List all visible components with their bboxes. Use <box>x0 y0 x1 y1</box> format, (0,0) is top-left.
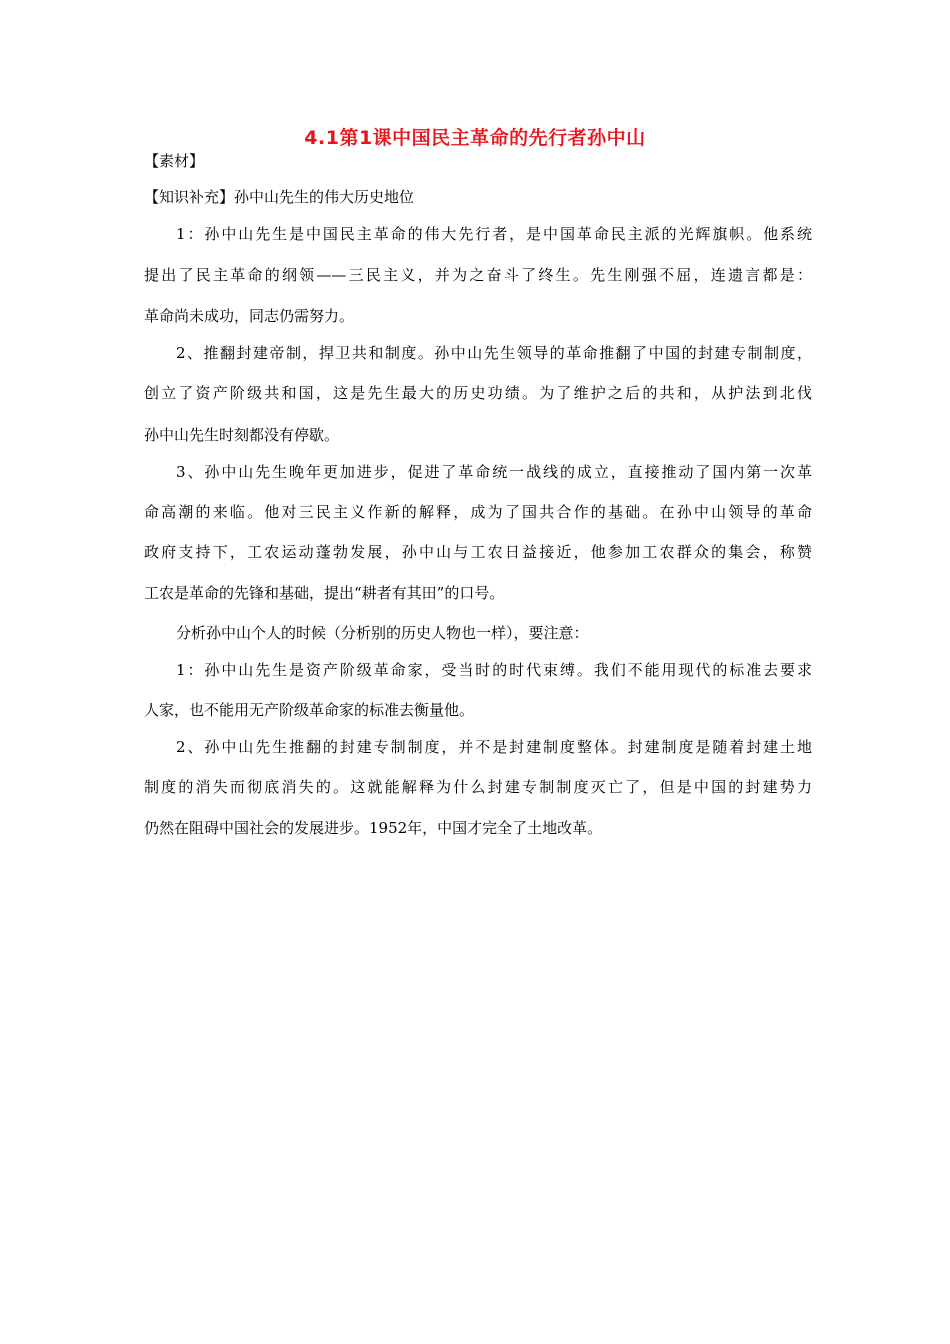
paragraph-line: 提出了民主革命的纲领——三民主义，并为之奋斗了终生。先生刚强不屈，连遗言都是： <box>144 266 812 284</box>
paragraph-line: 2、孙中山先生推翻的封建专制制度，并不是封建制度整体。封建制度是随着封建土地 <box>176 738 812 756</box>
paragraph-line: 人家，也不能用无产阶级革命家的标准去衡量他。 <box>144 701 475 719</box>
paragraph-line: 命高潮的来临。他对三民主义作新的解释，成为了国共合作的基础。在孙中山领导的革命 <box>144 503 812 521</box>
section-heading-material: 【素材】 <box>144 152 205 170</box>
paragraph-line: 创立了资产阶级共和国，这是先生最大的历史功绩。为了维护之后的共和，从护法到北伐 <box>144 384 812 402</box>
paragraph-line: 1：孙中山先生是中国民主革命的伟大先行者，是中国革命民主派的光辉旗帜。他系统 <box>176 225 812 243</box>
paragraph-line: 孙中山先生时刻都没有停歇。 <box>144 426 340 444</box>
paragraph-line: 仍然在阻碍中国社会的发展进步。1952年，中国才完全了土地改革。 <box>144 819 603 837</box>
paragraph-line: 2、推翻封建帝制，捍卫共和制度。孙中山先生领导的革命推翻了中国的封建专制制度， <box>176 344 812 362</box>
paragraph-line: 分析孙中山个人的时候（分析别的历史人物也一样），要注意： <box>176 624 589 642</box>
paragraph-line: 3、孙中山先生晚年更加进步，促进了革命统一战线的成立，直接推动了国内第一次革 <box>176 463 812 481</box>
paragraph-line: 政府支持下，工农运动蓬勃发展，孙中山与工农日益接近，他参加工农群众的集会，称赞 <box>144 543 812 561</box>
paragraph-line: 1：孙中山先生是资产阶级革命家，受当时的时代束缚。我们不能用现代的标准去要求 <box>176 661 812 679</box>
paragraph-line: 制度的消失而彻底消失的。这就能解释为什么封建专制制度灭亡了，但是中国的封建势力 <box>144 778 812 796</box>
paragraph-line: 革命尚未成功，同志仍需努力。 <box>144 307 355 325</box>
document-title: 4.1第1课中国民主革命的先行者孙中山 <box>304 127 646 149</box>
paragraph-line: 工农是革命的先锋和基础，提出“耕者有其田”的口号。 <box>144 584 505 602</box>
section-heading-knowledge: 【知识补充】孙中山先生的伟大历史地位 <box>144 188 415 206</box>
